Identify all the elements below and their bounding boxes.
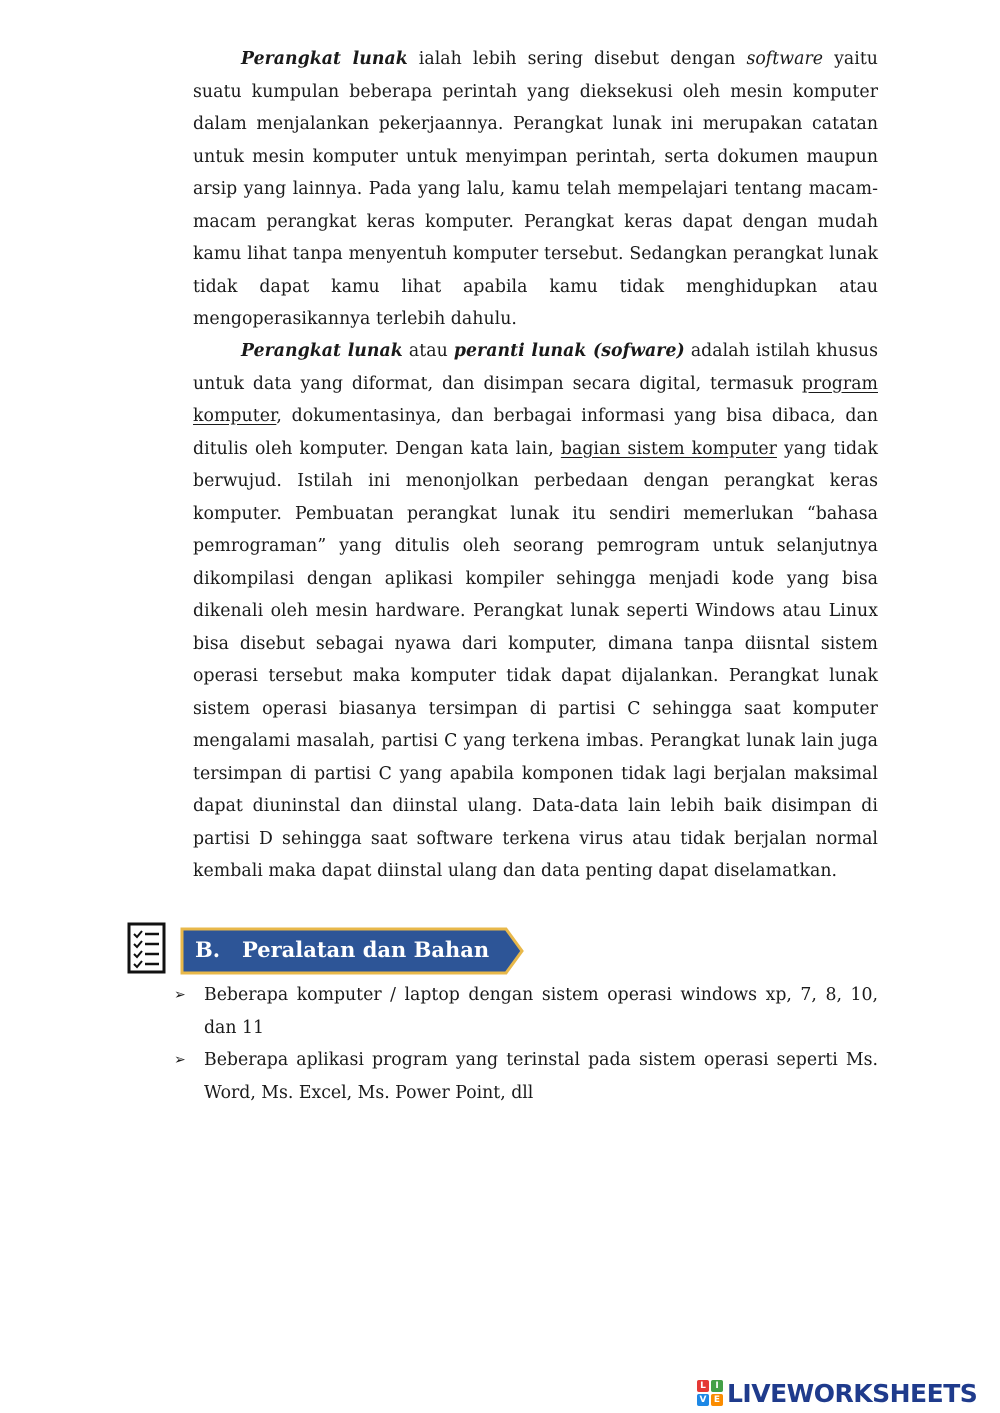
paragraph-2 [193, 335, 878, 888]
term-peranti-lunak: peranti lunak (sofware) [453, 341, 685, 361]
section-letter: B. [195, 937, 221, 962]
paragraph-text: yang tidak berwujud. Istilah ini menonjolkan perbedaan dengan perangkat keras komputer. Pembuatan perangkat lunak itu sendiri memerlukan “bahasa pemrograman” yang ditulis oleh seorang pemrogram untuk selanjutnya dikompilasi dengan aplikasi kompiler sehingga menjadi kode yang bisa dikenali oleh mesin hardware. Perangkat lunak seperti Windows atau Linux bisa disebut sebagai nyawa dari komputer, dimana tanpa diisntal sistem operasi tersebut maka komputer tidak dapat dijalankan. Perangkat lunak sistem operasi biasanya tersimpan di partisi C sehingga saat komputer mengalami masalah, partisi C yang terkena imbas. Perangkat lunak lain juga tersimpan di partisi C yang apabila komponen tidak lagi berjalan maksimal dapat diuninstal dan diinstal ulang. Data-data lain lebih baik disimpan di partisi D sehingga saat software terkena virus atau tidak berjalan normal kembali maka dapat diinstal ulang dan data penting dapat diselamatkan. [193, 438, 878, 881]
link-bagian-sistem-komputer[interactable]: bagian sistem komputer [560, 438, 777, 459]
term-perangkat-lunak: Perangkat lunak [241, 49, 408, 69]
logo-mark [697, 1380, 723, 1406]
paragraph-text: atau [402, 341, 454, 361]
logo-letter: I [711, 1380, 723, 1392]
list-item [172, 979, 878, 1044]
logo-letter: L [697, 1380, 709, 1392]
term-software: software [746, 49, 824, 69]
logo-letter: V [697, 1394, 709, 1406]
arrow-bullet-icon: ➢ [174, 987, 186, 1003]
logo-text: LIVEWORKSHEETS [727, 1378, 978, 1408]
section-title: Peralatan dan Bahan [242, 937, 490, 962]
liveworksheets-logo [697, 1377, 977, 1409]
logo-letter: E [711, 1394, 723, 1406]
equipment-list [172, 979, 878, 1109]
paragraph-text: adalah istilah khusus untuk data yang diformat, dan disimpan secara digital, termasuk [193, 341, 879, 394]
term-perangkat-lunak: Perangkat lunak [241, 341, 403, 361]
arrow-bullet-icon: ➢ [174, 1052, 186, 1068]
paragraph-1 [193, 43, 878, 336]
checklist-icon [127, 922, 166, 974]
list-item-text: Beberapa komputer / laptop dengan sistem operasi windows xp, 7, 8, 10, dan 11 [204, 985, 878, 1038]
paragraph-text: , dokumentasinya, dan berbagai informasi yang bisa dibaca, dan ditulis oleh komputer. Dengan kata lain, [193, 406, 878, 459]
paragraph-text: ialah lebih sering disebut dengan [407, 49, 747, 69]
paragraph-text: yaitu suatu kumpulan beberapa perintah yang dieksekusi oleh mesin komputer dalam menjalankan pekerjaannya. Perangkat lunak ini merupakan catatan untuk mesin komputer untuk menyimpan perintah, serta dokumen maupun arsip yang lainnya. Pada yang lalu, kamu telah mempelajari tentang macam-macam perangkat keras komputer. Perangkat keras dapat dengan mudah kamu lihat tanpa menyentuh komputer tersebut. Sedangkan perangkat lunak tidak dapat kamu lihat apabila kamu tidak menghidupkan atau mengoperasikannya terlebih dahulu. [193, 49, 878, 329]
list-item-text: Beberapa aplikasi program yang terinstal pada sistem operasi seperti Ms. Word, Ms. Excel, Ms. Power Point, dll [204, 1050, 878, 1103]
list-item [172, 1044, 878, 1109]
link-program-komputer[interactable]: program komputer [193, 373, 878, 426]
section-banner [180, 927, 525, 975]
